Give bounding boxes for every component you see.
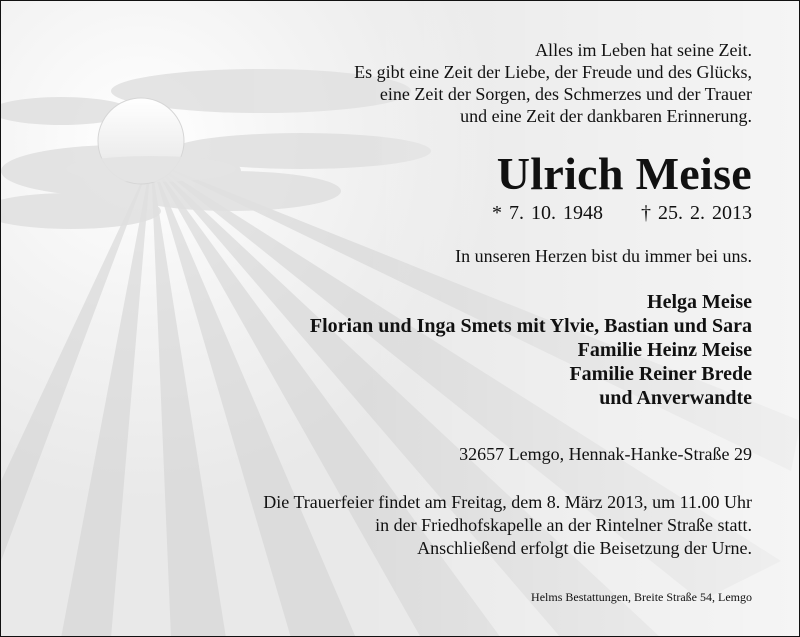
mourners-list bbox=[310, 290, 752, 410]
birth-date: * 7. 10. 1948 bbox=[492, 202, 603, 224]
undertaker-info: Helms Bestattungen, Breite Straße 54, Lemgo bbox=[531, 590, 752, 604]
mourner-line: Florian und Inga Smets mit Ylvie, Bastian und Sara bbox=[309, 315, 752, 337]
funeral-service-info bbox=[263, 491, 752, 560]
verse-line: und eine Zeit der dankbaren Erinnerung. bbox=[460, 106, 752, 126]
deceased-name: Ulrich Meise bbox=[496, 148, 752, 199]
mourner-line: Familie Reiner Brede bbox=[569, 363, 752, 385]
mourner-line: Helga Meise bbox=[647, 291, 752, 313]
service-line: Die Trauerfeier findet am Freitag, dem 8. März 2013, um 11.00 Uhr bbox=[263, 492, 752, 512]
life-dates bbox=[492, 201, 752, 225]
motto: In unseren Herzen bist du immer bei uns. bbox=[455, 246, 752, 266]
verse bbox=[354, 39, 752, 127]
mourner-line: und Anverwandte bbox=[599, 387, 752, 409]
verse-line: Alles im Leben hat seine Zeit. bbox=[535, 40, 752, 60]
service-line: Anschließend erfolgt die Beisetzung der Urne. bbox=[417, 538, 752, 558]
death-date: † 25. 2. 2013 bbox=[641, 202, 752, 224]
family-address: 32657 Lemgo, Hennak-Hanke-Straße 29 bbox=[459, 444, 752, 464]
verse-line: Es gibt eine Zeit der Liebe, der Freude und des Glücks, bbox=[354, 62, 752, 82]
service-line: in der Friedhofskapelle an der Rintelner Straße statt. bbox=[375, 515, 752, 535]
verse-line: eine Zeit der Sorgen, des Schmerzes und der Trauer bbox=[379, 84, 752, 104]
mourner-line: Familie Heinz Meise bbox=[577, 339, 752, 361]
